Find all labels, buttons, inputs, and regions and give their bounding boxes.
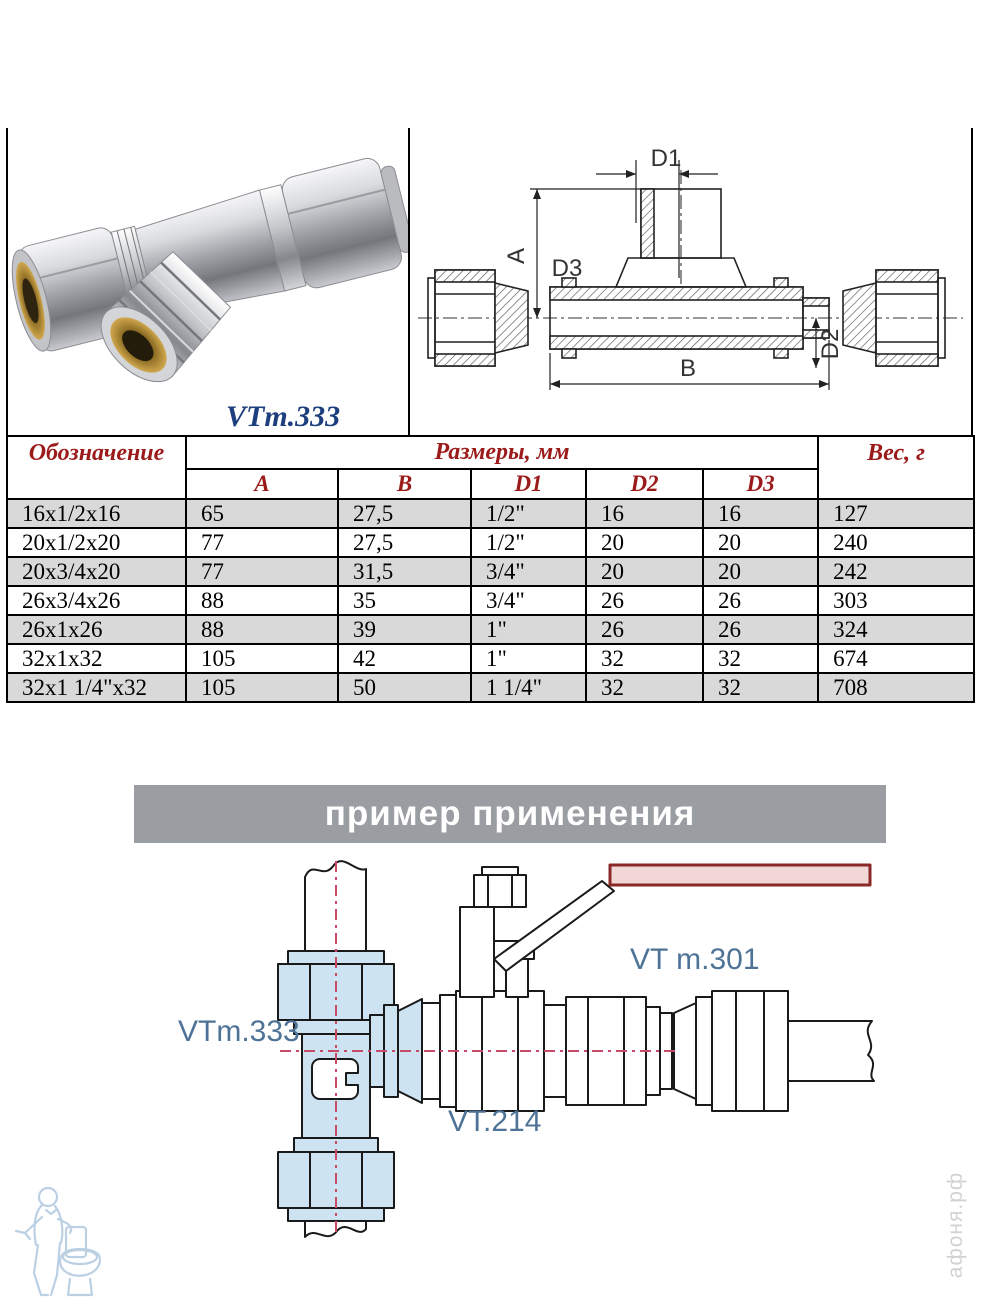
cell-b: 27,5: [338, 499, 471, 528]
application-diagram: [130, 845, 890, 1245]
cell-designation: 20x3/4x20: [7, 557, 186, 586]
cell-d1: 1": [471, 644, 586, 673]
table-row: [7, 499, 974, 528]
cell-b: 31,5: [338, 557, 471, 586]
cell-weight: 242: [818, 557, 974, 586]
col-header-d3: D3: [703, 469, 818, 499]
cell-designation: 32x1 1/4"x32: [7, 673, 186, 702]
table-row: [7, 586, 974, 615]
cell-d3: 32: [703, 644, 818, 673]
cell-b: 42: [338, 644, 471, 673]
cell-a: 105: [186, 644, 338, 673]
cell-weight: 674: [818, 644, 974, 673]
cell-d2: 32: [586, 644, 703, 673]
col-header-weight: Вес, г: [818, 436, 974, 499]
cell-designation: 16x1/2x16: [7, 499, 186, 528]
cell-weight: 127: [818, 499, 974, 528]
cell-designation: 20x1/2x20: [7, 528, 186, 557]
cell-d3: 20: [703, 557, 818, 586]
cell-d1: 1": [471, 615, 586, 644]
cell-a: 77: [186, 528, 338, 557]
cell-designation: 32x1x32: [7, 644, 186, 673]
cell-d2: 32: [586, 673, 703, 702]
diagram-label-valve: VT.214: [448, 1105, 542, 1138]
col-header-designation: Обозначение: [7, 436, 186, 499]
cell-b: 50: [338, 673, 471, 702]
table-row: [7, 644, 974, 673]
cell-d1: 1/2": [471, 528, 586, 557]
cell-weight: 303: [818, 586, 974, 615]
product-overview-section: [6, 128, 973, 435]
col-header-a: A: [186, 469, 338, 499]
diagram-label-tee: VTm.333: [178, 1015, 300, 1048]
col-header-b: B: [338, 469, 471, 499]
cell-d3: 26: [703, 615, 818, 644]
cell-a: 77: [186, 557, 338, 586]
cell-d2: 20: [586, 557, 703, 586]
product-photo-tee-fitting: [10, 134, 408, 402]
cell-d3: 16: [703, 499, 818, 528]
cell-d1: 1/2": [471, 499, 586, 528]
cell-d2: 26: [586, 586, 703, 615]
dim-label-a: A: [503, 247, 530, 265]
cell-d2: 26: [586, 615, 703, 644]
cell-a: 88: [186, 615, 338, 644]
dim-label-b: B: [679, 355, 697, 382]
col-header-d1: D1: [471, 469, 586, 499]
cell-d3: 26: [703, 586, 818, 615]
dimension-drawing: [410, 128, 971, 435]
cell-b: 39: [338, 615, 471, 644]
col-header-dimensions: Размеры, мм: [186, 436, 818, 469]
dim-label-d1: D1: [650, 145, 682, 172]
cell-d1: 3/4": [471, 586, 586, 615]
cell-d3: 20: [703, 528, 818, 557]
cell-weight: 240: [818, 528, 974, 557]
cell-a: 88: [186, 586, 338, 615]
table-row: [7, 615, 974, 644]
site-watermark-text: афоня.рф: [944, 1171, 967, 1279]
product-photo-cell: [6, 128, 410, 435]
spec-table: [6, 435, 975, 703]
cell-d2: 20: [586, 528, 703, 557]
diagram-label-fitting: VT m.301: [630, 943, 760, 976]
example-banner: пример применения: [134, 785, 886, 843]
cell-designation: 26x3/4x26: [7, 586, 186, 615]
col-header-d2: D2: [586, 469, 703, 499]
dim-label-d3: D3: [551, 255, 583, 282]
cell-b: 35: [338, 586, 471, 615]
cell-designation: 26x1x26: [7, 615, 186, 644]
cell-a: 105: [186, 673, 338, 702]
cell-a: 65: [186, 499, 338, 528]
table-row: [7, 557, 974, 586]
table-row: [7, 673, 974, 702]
dim-label-d2: D2: [817, 328, 844, 360]
table-row: [7, 528, 974, 557]
cell-d1: 1 1/4": [471, 673, 586, 702]
cell-d2: 16: [586, 499, 703, 528]
plumber-logo-watermark: [8, 1183, 116, 1305]
cell-d3: 32: [703, 673, 818, 702]
technical-drawing-cell: [410, 128, 973, 435]
cell-b: 27,5: [338, 528, 471, 557]
cell-weight: 708: [818, 673, 974, 702]
cell-d1: 3/4": [471, 557, 586, 586]
product-model-label: VTm.333: [226, 400, 341, 433]
cell-weight: 324: [818, 615, 974, 644]
